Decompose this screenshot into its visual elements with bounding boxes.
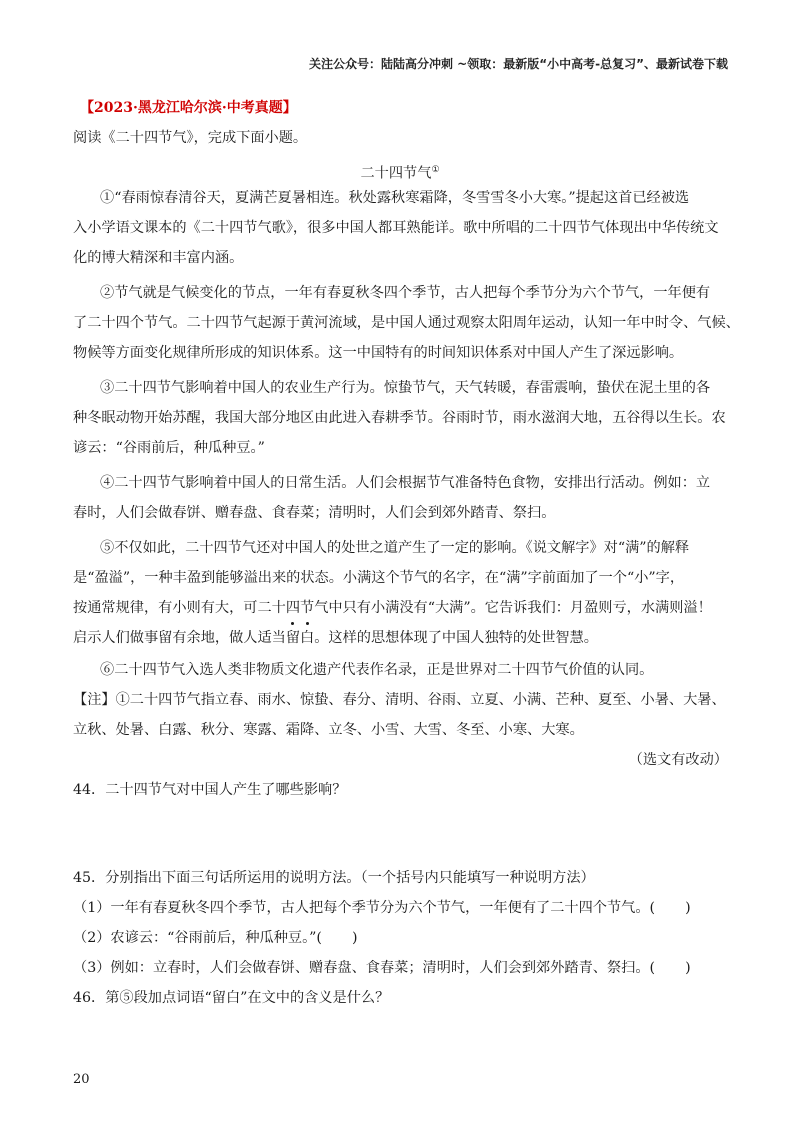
question-46: 46．第⑤段加点词语“留白”在文中的含义是什么？ xyxy=(73,990,390,1006)
paragraph-3-line-3: 谚云：“谷雨前后，种瓜种豆。” xyxy=(73,440,265,456)
question-45-2 xyxy=(73,928,358,948)
paragraph-3-line-2: 种冬眠动物开始苏醒，我国大部分地区由此进入春耕季节。谷雨时节，雨水滋润大地，五谷得以生长。农 xyxy=(73,410,726,426)
q45-1-close: ) xyxy=(685,900,691,916)
title-note-mark: ① xyxy=(431,165,440,175)
note-line-2: 立秋、处暑、白露、秋分、寒露、霜降、立冬、小雪、大雪、冬至、小寒、大寒。 xyxy=(73,722,584,738)
p5-text-before: 启示人们做事留有余地，做人适当 xyxy=(73,630,286,646)
q45-2-text: （2）农谚云：“谷雨前后，种瓜种豆。”( xyxy=(73,930,322,946)
paragraph-2-line-1: ②节气就是气候变化的节点，一年有春夏秋冬四个季节，古人把每个季节分为六个节气，一年便有 xyxy=(100,285,711,301)
q45-2-close: ) xyxy=(351,930,358,946)
instruction: 阅读《二十四节气》，完成下面小题。 xyxy=(73,130,308,146)
paragraph-4-line-2: 春时，人们会做春饼、赠春盘、食春菜；清明时，人们会到郊外踏青、祭扫。 xyxy=(73,505,556,521)
source-note: （选文有改动） xyxy=(628,752,728,768)
paragraph-5-line-2: 是“盈溢”，一种丰盈到能够溢出来的状态。小满这个节气的名字，在“满”字前面加了一个“小”字， xyxy=(73,570,685,586)
question-44: 44．二十四节气对中国人产生了哪些影响？ xyxy=(73,782,347,798)
question-45-3 xyxy=(73,958,691,978)
source-tag: 【2023·黑龙江哈尔滨·中考真题】 xyxy=(80,100,297,116)
note-line-1: 【注】①二十四节气指立春、雨水、惊蛰、春分、清明、谷雨、立夏、小满、芒种、夏至、小暑、大暑、 xyxy=(73,692,726,708)
page-header: 关注公众号：陆陆高分冲刺 ~领取：最新版“小中高考-总复习”、最新试卷下载 xyxy=(309,57,728,71)
paragraph-4-line-1: ④二十四节气影响着中国人的日常生活。人们会根据节气准备特色食物，安排出行活动。例如：立 xyxy=(100,475,711,491)
paragraph-5-line-1: ⑤不仅如此，二十四节气还对中国人的处世之道产生了一定的影响。《说文解字》对“满”的解释 xyxy=(100,540,690,556)
paragraph-2-line-2: 了二十四个节气。二十四节气起源于黄河流域，是中国人通过观察太阳周年运动，认知一年中时令、气候、 xyxy=(73,315,740,331)
page-number: 20 xyxy=(73,1072,90,1087)
paragraph-1-line-2: 入小学语文课本的《二十四节气歌》，很多中国人都耳熟能详。歌中所唱的二十四节气体现出中华传统文 xyxy=(73,220,719,236)
paragraph-5-line-3: 按通常规律，有小则有大，可二十四节气中只有小满没有“大满”。它告诉我们：月盈则亏，水满则溢！ xyxy=(73,600,712,616)
dotted-char-bai: 白 xyxy=(300,630,315,646)
q45-3-close: ) xyxy=(685,960,691,976)
dotted-char-liu: 留 xyxy=(285,630,301,646)
paragraph-1-line-3: 化的博大精深和丰富内涵。 xyxy=(73,250,244,266)
paragraph-2-line-3: 物候等方面变化规律所形成的知识体系。这一中国特有的时间知识体系对中国人产生了深远影响。 xyxy=(73,345,684,361)
article-title xyxy=(0,160,800,184)
q45-3-text: （3）例如：立春时，人们会做春饼、赠春盘、食春菜；清明时，人们会到郊外踏青、祭扫。( xyxy=(73,960,656,976)
paragraph-6: ⑥二十四节气入选人类非物质文化遗产代表作名录，正是世界对二十四节气价值的认同。 xyxy=(100,662,654,678)
question-45-1 xyxy=(73,898,691,918)
paragraph-5-line-4 xyxy=(73,628,598,648)
p5-text-after: 。这样的思想体现了中国人独特的处世智慧。 xyxy=(314,630,598,646)
paragraph-1-line-1: ①“春雨惊春清谷天，夏满芒夏暑相连。秋处露秋寒霜降，冬雪雪冬小大寒。”提起这首已经被选 xyxy=(100,190,690,206)
question-45: 45．分别指出下面三句话所运用的说明方法。（一个括号内只能填写一种说明方法） xyxy=(73,870,595,886)
paragraph-3-line-1: ③二十四节气影响着中国人的农业生产行为。惊蛰节气，天气转暖，春雷震响，蛰伏在泥土里的各 xyxy=(100,380,711,396)
article-title-text: 二十四节气 xyxy=(360,165,432,182)
q45-1-text: （1）一年有春夏秋冬四个季节，古人把每个季节分为六个节气，一年便有了二十四个节气。( xyxy=(73,900,656,916)
